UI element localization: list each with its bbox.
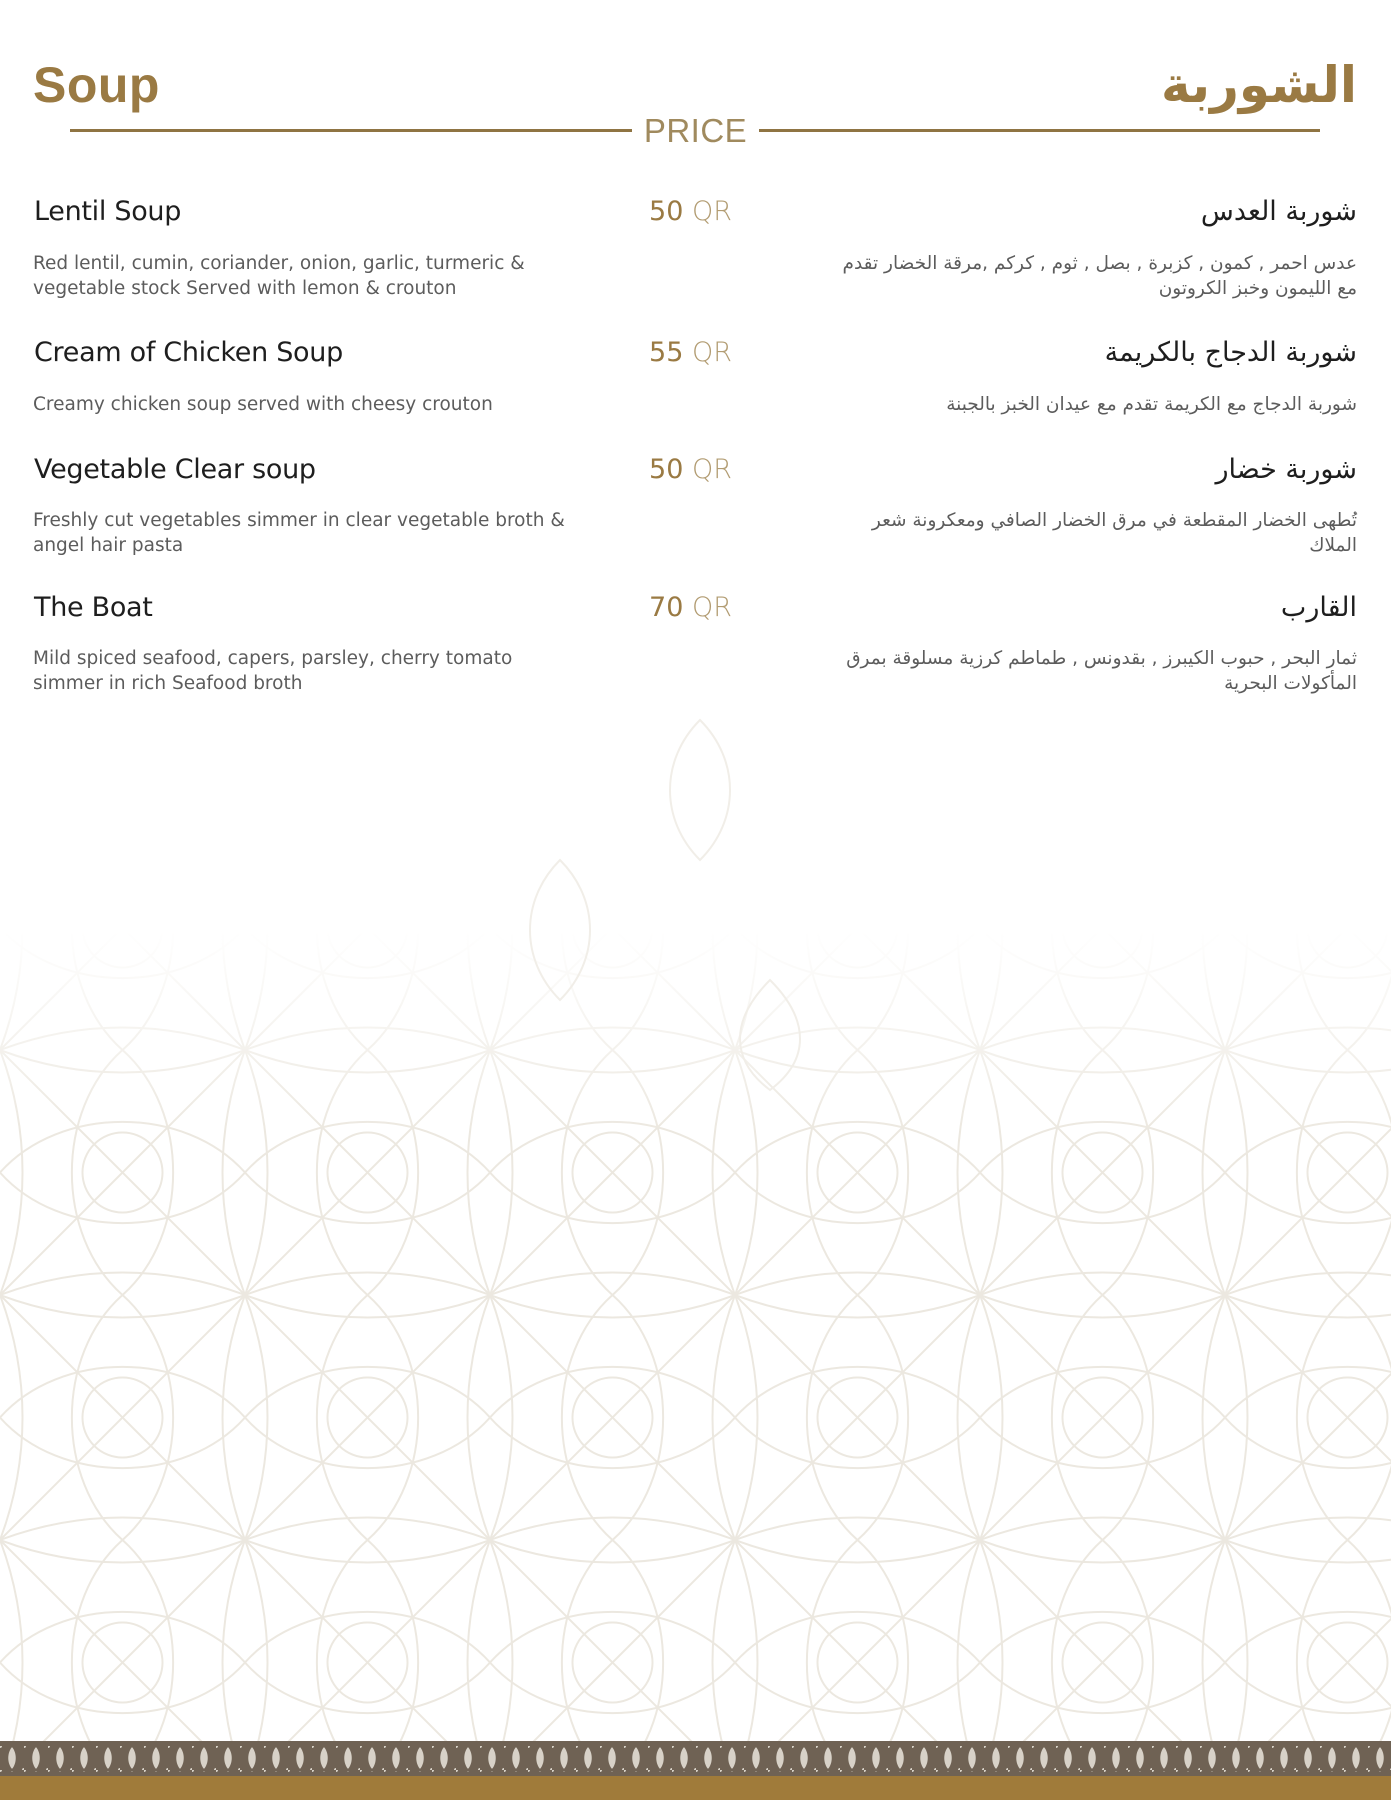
item-description-ar: ثمار البحر , حبوب الكيبرز , بقدونس , طماطم كرزية مسلوقة بمرق المأكولات البحرية: [846, 648, 1357, 694]
item-description-en: Freshly cut vegetables simmer in clear vegetable broth & angel hair pasta: [33, 510, 565, 556]
item-description-ar: عدس احمر , كمون , كزبرة , بصل , ثوم , كركم ,مرقة الخضار تقدم مع الليمون وخبز الكروتون: [842, 253, 1357, 299]
price-header-label: PRICE: [632, 112, 759, 149]
item-description-en: Mild spiced seafood, capers, parsley, cherry tomato simmer in rich Seafood broth: [33, 648, 513, 694]
footer-ornamental-band: [0, 1741, 1391, 1800]
item-name-en: The Boat: [34, 592, 153, 623]
price-value: 50: [649, 196, 684, 227]
item-description-en: Red lentil, cumin, coriander, onion, garlic, turmeric & vegetable stock Served with lemon & crouton: [33, 253, 525, 299]
item-price: [560, 454, 732, 485]
item-description-ar: تُطهى الخضار المقطعة في مرق الخضار الصافي ومعكرونة شعر الملاك: [871, 510, 1357, 556]
section-title-english: Soup: [33, 57, 160, 113]
price-currency: QR: [691, 454, 732, 485]
price-value: 55: [649, 337, 684, 368]
price-currency: QR: [691, 337, 732, 368]
item-name-ar: شوربة الدجاج بالكريمة: [1104, 337, 1357, 368]
item-name-en: Lentil Soup: [34, 196, 182, 227]
price-value: 50: [649, 454, 684, 485]
price-value: 70: [649, 592, 684, 623]
item-name-ar: شوربة خضار: [1215, 454, 1357, 485]
item-name-ar: شوربة العدس: [1200, 196, 1357, 227]
item-description-ar: شوربة الدجاج مع الكريمة تقدم مع عيدان الخبز بالجبنة: [946, 394, 1357, 415]
section-title-arabic: الشوربة: [1160, 56, 1357, 114]
item-name-en: Vegetable Clear soup: [34, 454, 316, 485]
item-price: [560, 196, 732, 227]
item-name-ar: القارب: [1280, 592, 1357, 623]
item-price: [560, 337, 732, 368]
item-price: [560, 592, 732, 623]
item-description-en: Creamy chicken soup served with cheesy crouton: [33, 394, 493, 415]
price-column-header: [0, 112, 1391, 150]
item-name-en: Cream of Chicken Soup: [34, 337, 343, 368]
price-currency: QR: [691, 592, 732, 623]
price-currency: QR: [691, 196, 732, 227]
